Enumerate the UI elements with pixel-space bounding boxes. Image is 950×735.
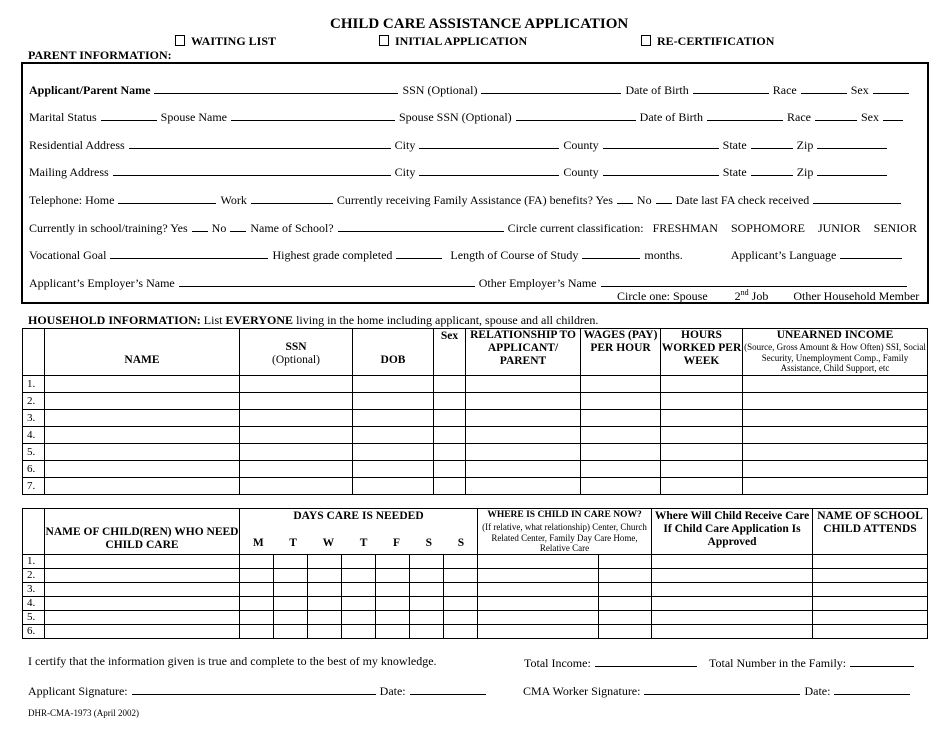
cma-signature-row: CMA Worker Signature: Date: [523,682,914,699]
cell-relationship[interactable] [466,393,581,410]
field-applicant-language[interactable] [840,246,902,259]
label-mailing-county: County [563,165,599,179]
col-sex: Sex [434,329,466,376]
cell-dob[interactable] [353,478,434,495]
field-mailing-zip[interactable] [817,163,887,176]
cell-hours[interactable] [661,461,743,478]
cell-dob[interactable] [353,427,434,444]
cell-school[interactable] [813,596,928,610]
cell-name[interactable] [45,410,240,427]
row-number: 2. [23,393,45,410]
field-dob[interactable] [693,81,769,94]
cell-where-now-b[interactable] [599,610,652,624]
option-waiting-list[interactable]: WAITING LIST [175,34,276,49]
cell-day-m[interactable] [240,554,274,568]
cell-ssn[interactable] [240,376,353,393]
field-spouse-dob[interactable] [707,108,783,121]
cell-ssn[interactable] [240,478,353,495]
row-number: 3. [23,582,45,596]
total-family-row: Total Number in the Family: [709,654,918,671]
field-mailing-county[interactable] [603,163,719,176]
checkbox-icon[interactable] [379,35,389,46]
cell-day-su[interactable] [444,582,478,596]
label-zip: Zip [796,138,814,152]
cell-day-th[interactable] [342,568,376,582]
field-total-family[interactable] [850,654,914,667]
label-residential-address: Residential Address [29,138,125,152]
table-row [23,582,928,596]
cell-wages[interactable] [581,478,661,495]
table-row [23,376,928,393]
section-parent-title: PARENT INFORMATION: [28,48,172,62]
row-residential [29,136,891,153]
col-hours: HOURS WORKED PER WEEK [661,329,743,376]
cell-sex[interactable] [434,461,466,478]
cell-day-w[interactable] [308,596,342,610]
table-row [23,610,928,624]
cell-day-m[interactable] [240,596,274,610]
row-telephone [29,191,905,208]
cell-unearned-income[interactable] [743,444,928,461]
field-state[interactable] [751,136,793,149]
row-marital [29,108,907,125]
cell-day-f[interactable] [376,624,410,638]
cell-wages[interactable] [581,427,661,444]
cell-relationship[interactable] [466,410,581,427]
field-school-no[interactable] [230,219,246,232]
col-days-needed: DAYS CARE IS NEEDED M T W T F S S [240,509,478,555]
row-number: 3. [23,410,45,427]
cell-day-s[interactable] [410,624,444,638]
cell-relationship[interactable] [466,461,581,478]
household-heading: HOUSEHOLD INFORMATION: List EVERYONE living in the home including applicant, spouse and all children. [28,313,599,327]
cell-where-now-a[interactable] [478,610,599,624]
cell-hours[interactable] [661,427,743,444]
field-zip[interactable] [817,136,887,149]
option-spouse[interactable]: Circle one: Spouse [617,289,708,303]
row-number: 4. [23,596,45,610]
field-spouse-sex[interactable] [883,108,903,121]
cell-wages[interactable] [581,444,661,461]
cell-where-will[interactable] [652,554,813,568]
table-row [23,427,928,444]
parent-information-box [21,62,929,304]
cell-day-f[interactable] [376,554,410,568]
field-fa-no[interactable] [656,191,672,204]
day-letter: S [457,537,465,549]
certification-text: I certify that the information given is true and complete to the best of my knowledge. [28,654,437,668]
cell-ssn[interactable] [240,444,353,461]
row-number: 2. [23,568,45,582]
field-telephone-work[interactable] [251,191,333,204]
field-total-income[interactable] [595,654,697,667]
cell-wages[interactable] [581,410,661,427]
cell-dob[interactable] [353,461,434,478]
col-dob: DOB [353,329,434,376]
cell-name[interactable] [45,393,240,410]
cell-unearned-income[interactable] [743,478,928,495]
cell-day-w[interactable] [308,554,342,568]
cell-day-m[interactable] [240,610,274,624]
cell-day-w[interactable] [308,624,342,638]
field-fa-yes[interactable] [617,191,633,204]
row-mailing [29,163,891,180]
row-number: 5. [23,444,45,461]
label-marital-status: Marital Status [29,110,97,124]
applicant-signature-row: Applicant Signature: Date: [28,682,490,699]
cell-day-s[interactable] [410,568,444,582]
household-table [22,328,928,495]
cell-day-m[interactable] [240,568,274,582]
row-number: 6. [23,461,45,478]
cell-unearned-income[interactable] [743,376,928,393]
label-school-no: No [211,221,227,235]
label-last-fa-check: Date last FA check received [675,193,810,207]
cell-ssn[interactable] [240,393,353,410]
cell-school[interactable] [813,568,928,582]
cell-ssn[interactable] [240,410,353,427]
cell-child-name[interactable] [45,582,240,596]
field-employer-name[interactable] [179,274,475,287]
field-last-fa-check[interactable] [813,191,901,204]
col-relationship: RELATIONSHIP TO APPLICANT/ PARENT [466,329,581,376]
option-other-household-member[interactable]: Other Household Member [793,289,920,303]
field-applicant-signature[interactable] [132,682,376,695]
cell-school[interactable] [813,624,928,638]
cell-day-su[interactable] [444,568,478,582]
label-highest-grade: Highest grade completed [272,248,393,262]
row-number: 4. [23,427,45,444]
label-mailing-state: State [722,165,747,179]
col-number [23,329,45,376]
field-ssn[interactable] [481,81,621,94]
table-row [23,444,928,461]
cell-hours[interactable] [661,444,743,461]
cell-day-th[interactable] [342,582,376,596]
cell-day-su[interactable] [444,554,478,568]
label-city: City [394,138,416,152]
class-junior[interactable]: JUNIOR [817,221,861,235]
cell-where-now-b[interactable] [599,568,652,582]
cell-name[interactable] [45,376,240,393]
cell-unearned-income[interactable] [743,427,928,444]
cell-day-w[interactable] [308,568,342,582]
checkbox-icon[interactable] [175,35,185,46]
cell-where-now-a[interactable] [478,554,599,568]
class-sophomore[interactable]: SOPHOMORE [730,221,805,235]
cell-sex[interactable] [434,444,466,461]
cell-sex[interactable] [434,478,466,495]
label-mailing-zip: Zip [796,165,814,179]
row-school [29,219,917,236]
cell-day-t[interactable] [274,610,308,624]
row-vocational [29,246,906,263]
field-vocational-goal[interactable] [110,246,268,259]
form-id: DHR-CMA-1973 (April 2002) [28,708,139,718]
cell-dob[interactable] [353,410,434,427]
field-applicant-name[interactable] [154,81,398,94]
field-school-name[interactable] [338,219,504,232]
field-race[interactable] [801,81,847,94]
field-mailing-address[interactable] [113,163,391,176]
checkbox-icon[interactable] [641,35,651,46]
field-spouse-name[interactable] [231,108,395,121]
field-spouse-race[interactable] [815,108,857,121]
label-school-name: Name of School? [250,221,334,235]
day-letters [240,537,477,550]
label-race: Race [772,83,797,97]
children-table [22,508,928,639]
cell-day-t[interactable] [274,596,308,610]
label-spouse-race: Race [787,110,811,124]
cell-relationship[interactable] [466,444,581,461]
cell-sex[interactable] [434,427,466,444]
cell-where-will[interactable] [652,568,813,582]
field-course-length[interactable] [582,246,640,259]
label-spouse-dob: Date of Birth [639,110,703,124]
label-state: State [722,138,747,152]
cell-day-su[interactable] [444,610,478,624]
cell-where-now-b[interactable] [599,554,652,568]
row-applicant [29,81,913,98]
label-course-length: Length of Course of Study [450,248,579,262]
label-vocational-goal: Vocational Goal [29,248,107,262]
day-letter: F [393,537,401,549]
label-fa-no: No [636,193,652,207]
total-income-row: Total Income: [524,654,701,671]
cell-wages[interactable] [581,461,661,478]
cell-sex[interactable] [434,410,466,427]
class-senior[interactable]: SENIOR [873,221,917,235]
field-county[interactable] [603,136,719,149]
cell-hours[interactable] [661,410,743,427]
field-city[interactable] [419,136,559,149]
col-number [23,509,45,555]
table-row [23,393,928,410]
row-number: 6. [23,624,45,638]
cell-where-now-a[interactable] [478,582,599,596]
col-wages: WAGES (PAY) PER HOUR [581,329,661,376]
row-circle-one [617,288,919,304]
cell-day-f[interactable] [376,568,410,582]
label-mailing-city: City [394,165,416,179]
label-telephone-home: Telephone: Home [29,193,115,207]
row-number: 5. [23,610,45,624]
cell-day-t[interactable] [274,568,308,582]
field-cma-date[interactable] [834,682,910,695]
table-row [23,596,928,610]
label-other-employer: Other Employer’s Name [478,276,597,290]
table-row [23,461,928,478]
field-residential-address[interactable] [129,136,391,149]
label-employer-name: Applicant’s Employer’s Name [29,276,175,290]
field-marital-status[interactable] [101,108,157,121]
table-row [23,410,928,427]
cell-day-t[interactable] [274,624,308,638]
cell-relationship[interactable] [466,427,581,444]
label-months: months. [644,248,683,262]
cell-school[interactable] [813,582,928,596]
field-spouse-ssn[interactable] [516,108,636,121]
cell-day-s[interactable] [410,554,444,568]
label-ssn: SSN (Optional) [402,83,478,97]
cell-wages[interactable] [581,376,661,393]
cell-day-th[interactable] [342,554,376,568]
col-where-will: Where Will Child Receive Care If Child Care Application Is Approved [652,509,813,555]
cell-name[interactable] [45,427,240,444]
cell-day-m[interactable] [240,582,274,596]
row-number: 1. [23,554,45,568]
form-title: CHILD CARE ASSISTANCE APPLICATION [330,16,629,32]
cell-where-will[interactable] [652,624,813,638]
col-name: NAME [45,329,240,376]
label-dob: Date of Birth [625,83,689,97]
field-telephone-home[interactable] [118,191,216,204]
cell-school[interactable] [813,554,928,568]
table-row [23,478,928,495]
label-spouse-name: Spouse Name [160,110,227,124]
cell-where-now-b[interactable] [599,582,652,596]
cell-day-f[interactable] [376,610,410,624]
cell-day-th[interactable] [342,596,376,610]
cell-dob[interactable] [353,393,434,410]
field-highest-grade[interactable] [396,246,442,259]
row-number: 7. [23,478,45,495]
field-mailing-state[interactable] [751,163,793,176]
cell-dob[interactable] [353,376,434,393]
cell-hours[interactable] [661,478,743,495]
cell-where-will[interactable] [652,596,813,610]
cell-sex[interactable] [434,376,466,393]
table-row [23,624,928,638]
label-spouse-ssn: Spouse SSN (Optional) [399,110,512,124]
label-applicant-language: Applicant’s Language [730,248,837,262]
option-second-job[interactable]: 2nd Job [734,288,769,303]
cell-day-w[interactable] [308,610,342,624]
label-county: County [563,138,599,152]
row-number: 1. [23,376,45,393]
cell-child-name[interactable] [45,596,240,610]
option-re-certification[interactable]: RE-CERTIFICATION [641,34,774,49]
option-initial-application[interactable]: INITIAL APPLICATION [379,34,527,49]
cell-day-s[interactable] [410,596,444,610]
cell-day-t[interactable] [274,554,308,568]
cell-where-now-a[interactable] [478,596,599,610]
cell-name[interactable] [45,461,240,478]
cell-day-th[interactable] [342,624,376,638]
cell-day-t[interactable] [274,582,308,596]
cell-day-f[interactable] [376,596,410,610]
cell-child-name[interactable] [45,610,240,624]
label-sex: Sex [850,83,869,97]
day-letter: T [289,537,297,549]
label-telephone-work: Work [220,193,247,207]
cell-child-name[interactable] [45,624,240,638]
cell-child-name[interactable] [45,568,240,582]
col-ssn: SSN (Optional) [240,329,353,376]
cell-hours[interactable] [661,376,743,393]
cell-day-s[interactable] [410,610,444,624]
field-mailing-city[interactable] [419,163,559,176]
field-applicant-date[interactable] [410,682,486,695]
label-applicant-name: Applicant/Parent Name [29,83,151,97]
cell-unearned-income[interactable] [743,393,928,410]
label-mailing-address: Mailing Address [29,165,109,179]
cell-name[interactable] [45,444,240,461]
cell-day-f[interactable] [376,582,410,596]
cell-where-now-a[interactable] [478,624,599,638]
field-cma-signature[interactable] [644,682,800,695]
day-letter: M [252,537,264,549]
cell-relationship[interactable] [466,376,581,393]
cell-ssn[interactable] [240,427,353,444]
day-letter: S [425,537,433,549]
cell-day-th[interactable] [342,610,376,624]
cell-school[interactable] [813,610,928,624]
cell-where-now-b[interactable] [599,596,652,610]
label-spouse-sex: Sex [860,110,879,124]
col-school-attends: NAME OF SCHOOL CHILD ATTENDS [813,509,928,555]
cell-where-now-b[interactable] [599,624,652,638]
cell-name[interactable] [45,478,240,495]
cell-sex[interactable] [434,393,466,410]
cell-unearned-income[interactable] [743,461,928,478]
cell-ssn[interactable] [240,461,353,478]
cell-unearned-income[interactable] [743,410,928,427]
label-circle-classification: Circle current classification: [507,221,644,235]
cell-day-su[interactable] [444,624,478,638]
table-row [23,568,928,582]
label-fa-benefits: Currently receiving Family Assistance (FA) benefits? Yes [336,193,613,207]
field-school-yes[interactable] [192,219,208,232]
col-child-name: NAME OF CHILD(REN) WHO NEED CHILD CARE [45,509,240,555]
cell-day-su[interactable] [444,596,478,610]
cell-child-name[interactable] [45,554,240,568]
class-freshman[interactable]: FRESHMAN [652,221,718,235]
cell-dob[interactable] [353,444,434,461]
field-sex[interactable] [873,81,909,94]
cell-day-w[interactable] [308,582,342,596]
cell-relationship[interactable] [466,478,581,495]
col-where-now: WHERE IS CHILD IN CARE NOW? (If relative, what relationship) Center, Church Related Center, Family Day Care Home, Relative Care [478,509,652,555]
day-letter: W [322,537,335,549]
field-other-employer[interactable] [601,274,907,287]
label-in-school: Currently in school/training? Yes [29,221,188,235]
cell-hours[interactable] [661,393,743,410]
cell-where-now-a[interactable] [478,568,599,582]
cell-wages[interactable] [581,393,661,410]
col-unearned-income: UNEARNED INCOME (Source, Gross Amount & How Often) SSI, Social Security, Unemployment Comp., Family Assistance, Child Support, etc [743,329,928,376]
cell-day-s[interactable] [410,582,444,596]
cell-day-m[interactable] [240,624,274,638]
cell-where-will[interactable] [652,610,813,624]
day-letter: T [359,537,368,549]
cell-where-will[interactable] [652,582,813,596]
table-row [23,554,928,568]
